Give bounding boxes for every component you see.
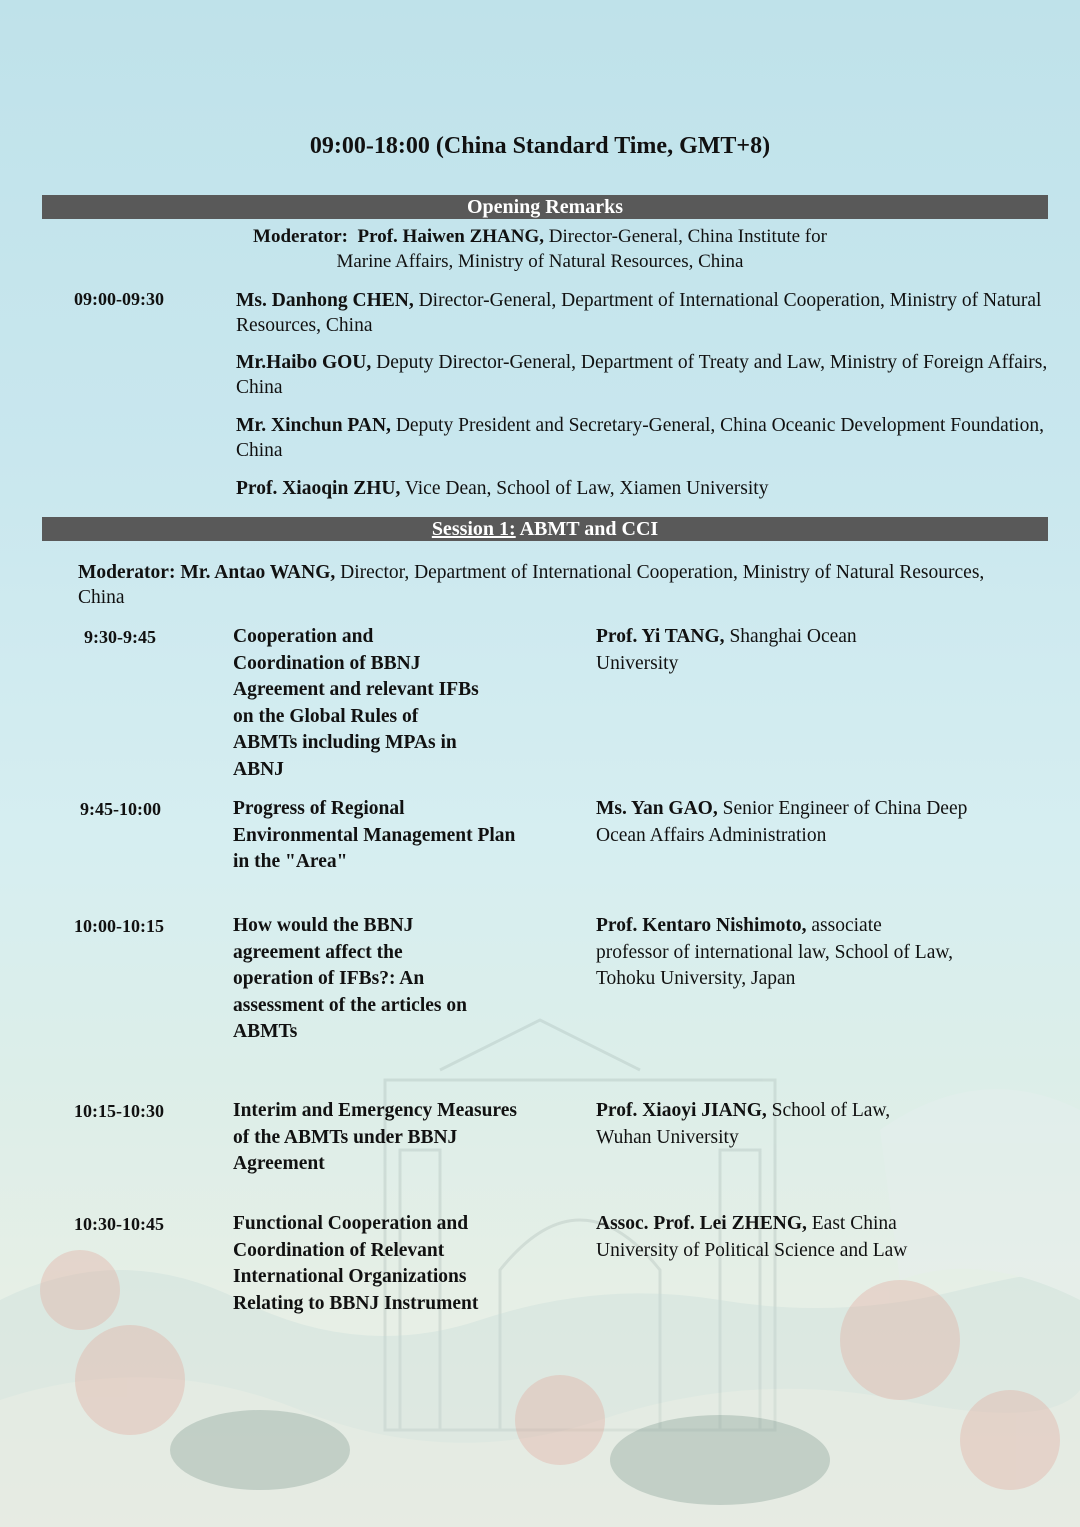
session-item-topic: Progress of Regional Environmental Management Plan in the "Area" <box>233 798 516 872</box>
opening-speaker <box>236 350 1048 400</box>
session-item-topic: Functional Cooperation and Coordination of Relevant International Organizations Relating to BBNJ Instrument <box>233 1213 479 1314</box>
speaker-name: Mr.Haibo GOU, <box>236 352 372 373</box>
session-item-topic: Cooperation and Coordination of BBNJ Agreement and relevant IFBs on the Global Rules of ABMTs including MPAs in ABNJ <box>233 626 479 780</box>
speaker-title: School of Law, Wuhan University <box>596 1100 891 1148</box>
speaker-title: Shanghai Ocean University <box>596 626 857 674</box>
session1-label-title: ABMT and CCI <box>515 518 659 540</box>
speaker-title: associate professor of international law, School of Law, Tohoku University, Japan <box>596 915 954 989</box>
speaker-name: Mr. Xinchun PAN, <box>236 415 391 436</box>
session1-label-number: Session 1: <box>431 518 516 540</box>
session-item-time: 9:45-10:00 <box>80 799 161 819</box>
opening-speaker <box>236 288 1048 338</box>
session-item-time: 10:00-10:15 <box>74 916 164 936</box>
speaker-title: East China University of Political Science and Law <box>596 1213 908 1261</box>
session-item-speaker <box>596 796 976 849</box>
session-item-time: 10:30-10:45 <box>74 1214 164 1234</box>
moderator-title-line2: Marine Affairs, Ministry of Natural Resources, China <box>336 251 744 272</box>
moderator-title: Director, Department of International Cooperation, Ministry of Natural Resources, China <box>78 562 985 608</box>
moderator-label: Moderator: <box>253 226 349 247</box>
moderator-title-line1: Director-General, China Institute for <box>544 226 827 247</box>
opening-time: 09:00-09:30 <box>74 289 164 309</box>
session1-bar <box>42 517 1048 541</box>
speaker-title: Director-General, Department of International Cooperation, Ministry of Natural Resources, China <box>236 290 1042 336</box>
moderator-name: Prof. Haiwen ZHANG, <box>357 226 544 247</box>
speaker-name: Prof. Yi TANG, <box>596 626 725 647</box>
speaker-name: Assoc. Prof. Lei ZHENG, <box>596 1213 807 1234</box>
speaker-title: Deputy Director-General, Department of Treaty and Law, Ministry of Foreign Affairs, China <box>236 352 1048 398</box>
speaker-title: Senior Engineer of China Deep Ocean Affairs Administration <box>596 798 968 846</box>
session-item-speaker <box>596 624 926 677</box>
session-item-time: 10:15-10:30 <box>74 1101 164 1121</box>
opening-remarks-label: Opening Remarks <box>466 196 624 218</box>
schedule-time-title: 09:00-18:00 (China Standard Time, GMT+8) <box>309 133 771 159</box>
speaker-name: Prof. Xiaoqin ZHU, <box>236 478 401 499</box>
session-item-speaker <box>596 1098 936 1151</box>
speaker-name: Prof. Xiaoyi JIANG, <box>596 1100 767 1121</box>
opening-moderator <box>200 224 880 274</box>
session-item-speaker <box>596 1211 956 1264</box>
opening-remarks-bar <box>42 195 1048 219</box>
session-item-topic: How would the BBNJ agreement affect the operation of IFBs?: An assessment of the articles on ABMTs <box>233 915 467 1042</box>
session-item-time: 9:30-9:45 <box>84 627 156 647</box>
speaker-name: Ms. Yan GAO, <box>596 798 718 819</box>
speaker-name: Ms. Danhong CHEN, <box>236 290 414 311</box>
session1-moderator <box>78 560 1028 610</box>
session-item-topic: Interim and Emergency Measures of the ABMTs under BBNJ Agreement <box>233 1100 517 1174</box>
opening-speaker <box>236 476 1048 501</box>
speaker-title: Deputy President and Secretary-General, China Oceanic Development Foundation, China <box>236 415 1044 461</box>
opening-speaker <box>236 413 1048 463</box>
session-item-speaker <box>596 913 956 993</box>
speaker-name: Prof. Kentaro Nishimoto, <box>596 915 807 936</box>
speaker-title: Vice Dean, School of Law, Xiamen University <box>400 478 769 499</box>
moderator-label: Moderator: Mr. Antao WANG, <box>78 562 336 583</box>
